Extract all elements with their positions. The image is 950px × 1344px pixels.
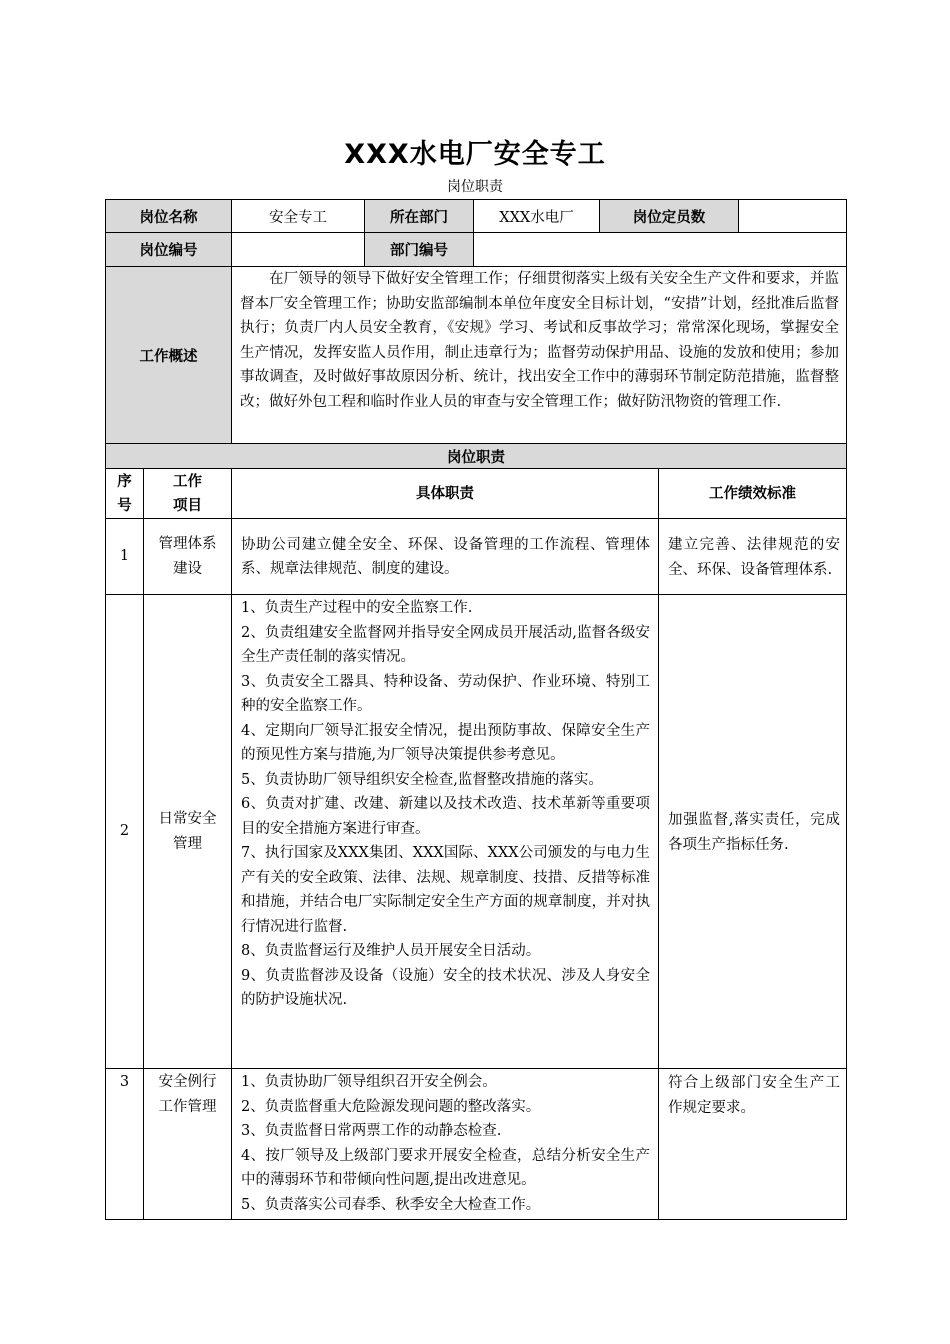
duty-item: 2、负责监督重大危险源发现问题的整改落实。 [241, 1098, 541, 1115]
duty-item: 2、负责组建安全监督网并指导安全网成员开展活动,监督各级安全生产责任制的落实情况。 [241, 624, 650, 665]
duty-item: 5、负责落实公司春季、秋季安全大检查工作。 [241, 1196, 541, 1213]
duty-item: 3、负责监督日常两票工作的动静态检查. [241, 1123, 502, 1139]
duty-item: 4、按厂领导及上级部门要求开展安全检查，总结分析安全生产中的薄弱环节和带倾向性问题,提出改进意见。 [241, 1147, 650, 1188]
post-name-value: 安全专工 [232, 200, 365, 233]
duty-item: 6、负责对扩建、改建、新建以及技术改造、技术革新等重要项目的安全措施方案进行审查。 [241, 796, 650, 837]
summary-row [106, 267, 847, 444]
headcount-label: 岗位定员数 [600, 200, 739, 233]
duty-item: 4、定期向厂领导汇报安全情况，提出预防事故、保障安全生产的预见性方案与措施,为厂领导决策提供参考意见。 [241, 722, 650, 763]
summary-text-cell [232, 267, 847, 444]
summary-text: 在厂领导的领导下做好安全管理工作；仔细贯彻落实上级有关安全生产文件和要求，并监督本厂安全管理工作；协助安监部编制本单位年度安全目标计划，“安措”计划，经批准后监督执行；负责厂内人员安全教育，《安规》学习、考试和反事故学习；常常深化现场，掌握安全生产情况，发挥安监人员作用，制止违章行为；监督劳动保护用品、设施的发放和使用；参加事故调查，及时做好事故原因分析、统计，找出安全工作中的薄弱环节制定防范措施，监督整改；做好外包工程和临时作业人员的审查与安全管理工作；做好防汛物资的管理工作. [240, 271, 839, 410]
row-seq: 2 [106, 595, 144, 1069]
page-subtitle: 岗位职责 [447, 179, 503, 195]
department-value: XXX水电厂 [474, 200, 600, 233]
dept-code-value [474, 233, 847, 267]
row-duties [232, 595, 659, 1069]
duty-item: 1、负责协助厂领导组织召开安全例会。 [241, 1074, 497, 1090]
duty-item: 8、负责监督运行及维护人员开展安全日活动。 [241, 943, 541, 959]
row-standard: 加强监督,落实责任，完成各项生产指标任务. [659, 595, 847, 1069]
table-row [106, 1069, 847, 1220]
duty-item: 3、负责安全工器具、特种设备、劳动保护、作业环境、特别工种的安全监察工作。 [241, 673, 650, 714]
post-code-label: 岗位编号 [106, 233, 232, 267]
row-item: 日常安全 管理 [144, 595, 232, 1069]
seq-header: 序 号 [106, 469, 144, 519]
row-duties [232, 1069, 659, 1220]
duties-header-row [106, 469, 847, 519]
duties-section-title: 岗位职责 [106, 444, 847, 469]
post-code-value [232, 233, 365, 267]
item-header: 工作 项目 [144, 469, 232, 519]
dept-code-label: 部门编号 [365, 233, 474, 267]
row-item: 管理体系 建设 [144, 519, 232, 595]
duty-item: 5、负责协助厂领导组织安全检查,监督整改措施的落实。 [241, 771, 603, 788]
row-seq: 1 [106, 519, 144, 595]
job-description-table [105, 199, 847, 1220]
info-row-2 [106, 233, 847, 267]
row-standard: 符合上级部门安全生产工作规定要求。 [659, 1069, 847, 1220]
duty-item: 1、负责生产过程中的安全监察工作. [241, 600, 473, 616]
duty-item: 9、负责监督涉及设备（设施）安全的技术状况、涉及人身安全的防护设施状况. [241, 967, 650, 1008]
duty-item: 协助公司建立健全安全、环保、设备管理的工作流程、管理体系、规章法律规范、制度的建设。 [241, 536, 650, 577]
department-label: 所在部门 [365, 200, 474, 233]
duty-item: 7、执行国家及XXX集团、XXX国际、XXX公司颁发的与电力生产有关的安全政策、法律、法规、规章制度、技措、反措等标准和措施，并结合电厂实际制定安全生产方面的规章制度，并对执行情况进行监督. [241, 845, 650, 935]
table-row [106, 595, 847, 1069]
standard-header: 工作绩效标准 [659, 469, 847, 519]
row-seq: 3 [106, 1069, 144, 1220]
duties-header: 具体职责 [232, 469, 659, 519]
row-duties [232, 519, 659, 595]
summary-label: 工作概述 [106, 267, 232, 444]
duties-section-title-row [106, 444, 847, 469]
table-row [106, 519, 847, 595]
headcount-value [739, 200, 847, 233]
page-title: XXX水电厂安全专工 [344, 139, 606, 170]
row-item: 安全例行 工作管理 [144, 1069, 232, 1220]
row-standard: 建立完善、法律规范的安全、环保、设备管理体系. [659, 519, 847, 595]
post-name-label: 岗位名称 [106, 200, 232, 233]
info-row-1 [106, 200, 847, 233]
